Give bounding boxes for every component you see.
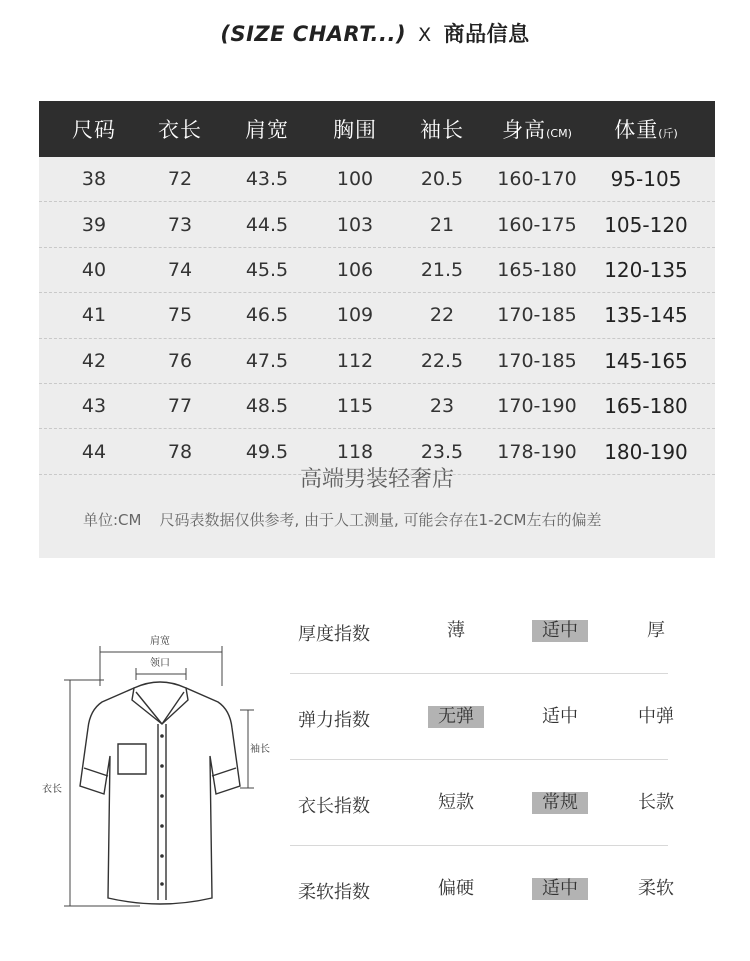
table-row: 40 74 45.5 106 21.5 165-180 120-135 <box>39 248 715 293</box>
index-option: 短款 <box>438 792 474 813</box>
header-chest: 胸围 <box>333 118 377 142</box>
title-separator: X <box>418 24 432 46</box>
table-row: 43 77 48.5 115 23 170-190 165-180 <box>39 384 715 429</box>
table-header <box>39 101 715 157</box>
page-title <box>0 18 750 48</box>
table-row: 44 78 49.5 118 23.5 178-190 180-190 <box>39 429 715 474</box>
note-text: 尺码表数据仅供参考, 由于人工测量, 可能会存在1-2CM左右的偏差 <box>159 511 602 529</box>
index-option: 厚 <box>647 620 665 641</box>
label-sleeve: 袖长 <box>250 744 270 755</box>
header-height: 身高(CM) <box>502 118 572 142</box>
shirt-outline <box>80 682 240 904</box>
index-option-selected: 适中 <box>532 878 588 900</box>
index-option: 薄 <box>447 620 465 641</box>
index-option: 中弹 <box>638 706 674 727</box>
size-chart-table <box>39 101 715 558</box>
header-shoulder: 肩宽 <box>245 118 289 142</box>
label-collar: 领口 <box>150 658 170 669</box>
index-option: 适中 <box>542 706 578 727</box>
index-softness: 柔软指数 偏硬 适中 柔软 <box>290 846 690 932</box>
table-row: 39 73 44.5 103 21 160-175 105-120 <box>39 202 715 247</box>
title-chinese: 商品信息 <box>443 22 530 46</box>
note-unit: 单位:CM <box>83 511 142 529</box>
index-option-selected: 常规 <box>532 792 588 814</box>
header-length: 衣长 <box>158 118 202 142</box>
index-length: 衣长指数 短款 常规 长款 <box>290 760 690 846</box>
index-elasticity: 弹力指数 无弹 适中 中弹 <box>290 674 690 760</box>
shop-watermark: 高端男装轻奢店 <box>299 467 454 492</box>
index-option: 偏硬 <box>438 878 474 899</box>
table-row: 41 75 46.5 109 22 170-185 135-145 <box>39 293 715 338</box>
table-row: 42 76 47.5 112 22.5 170-185 145-165 <box>39 339 715 384</box>
index-thickness: 厚度指数 薄 适中 厚 <box>290 588 690 674</box>
fabric-indices <box>290 588 690 932</box>
header-size: 尺码 <box>72 118 116 142</box>
label-shoulder: 肩宽 <box>150 636 170 647</box>
shirt-diagram <box>40 628 280 918</box>
title-english: (SIZE CHART...) <box>220 22 407 46</box>
header-weight: 体重(斤) <box>614 118 678 142</box>
index-option: 长款 <box>638 792 674 813</box>
table-row: 38 72 43.5 100 20.5 160-170 95-105 <box>39 157 715 202</box>
measurement-note <box>83 509 601 530</box>
label-length: 衣长 <box>42 784 62 795</box>
index-option-selected: 适中 <box>532 620 588 642</box>
index-option-selected: 无弹 <box>428 706 484 728</box>
index-option: 柔软 <box>638 878 674 899</box>
header-sleeve: 袖长 <box>420 118 464 142</box>
